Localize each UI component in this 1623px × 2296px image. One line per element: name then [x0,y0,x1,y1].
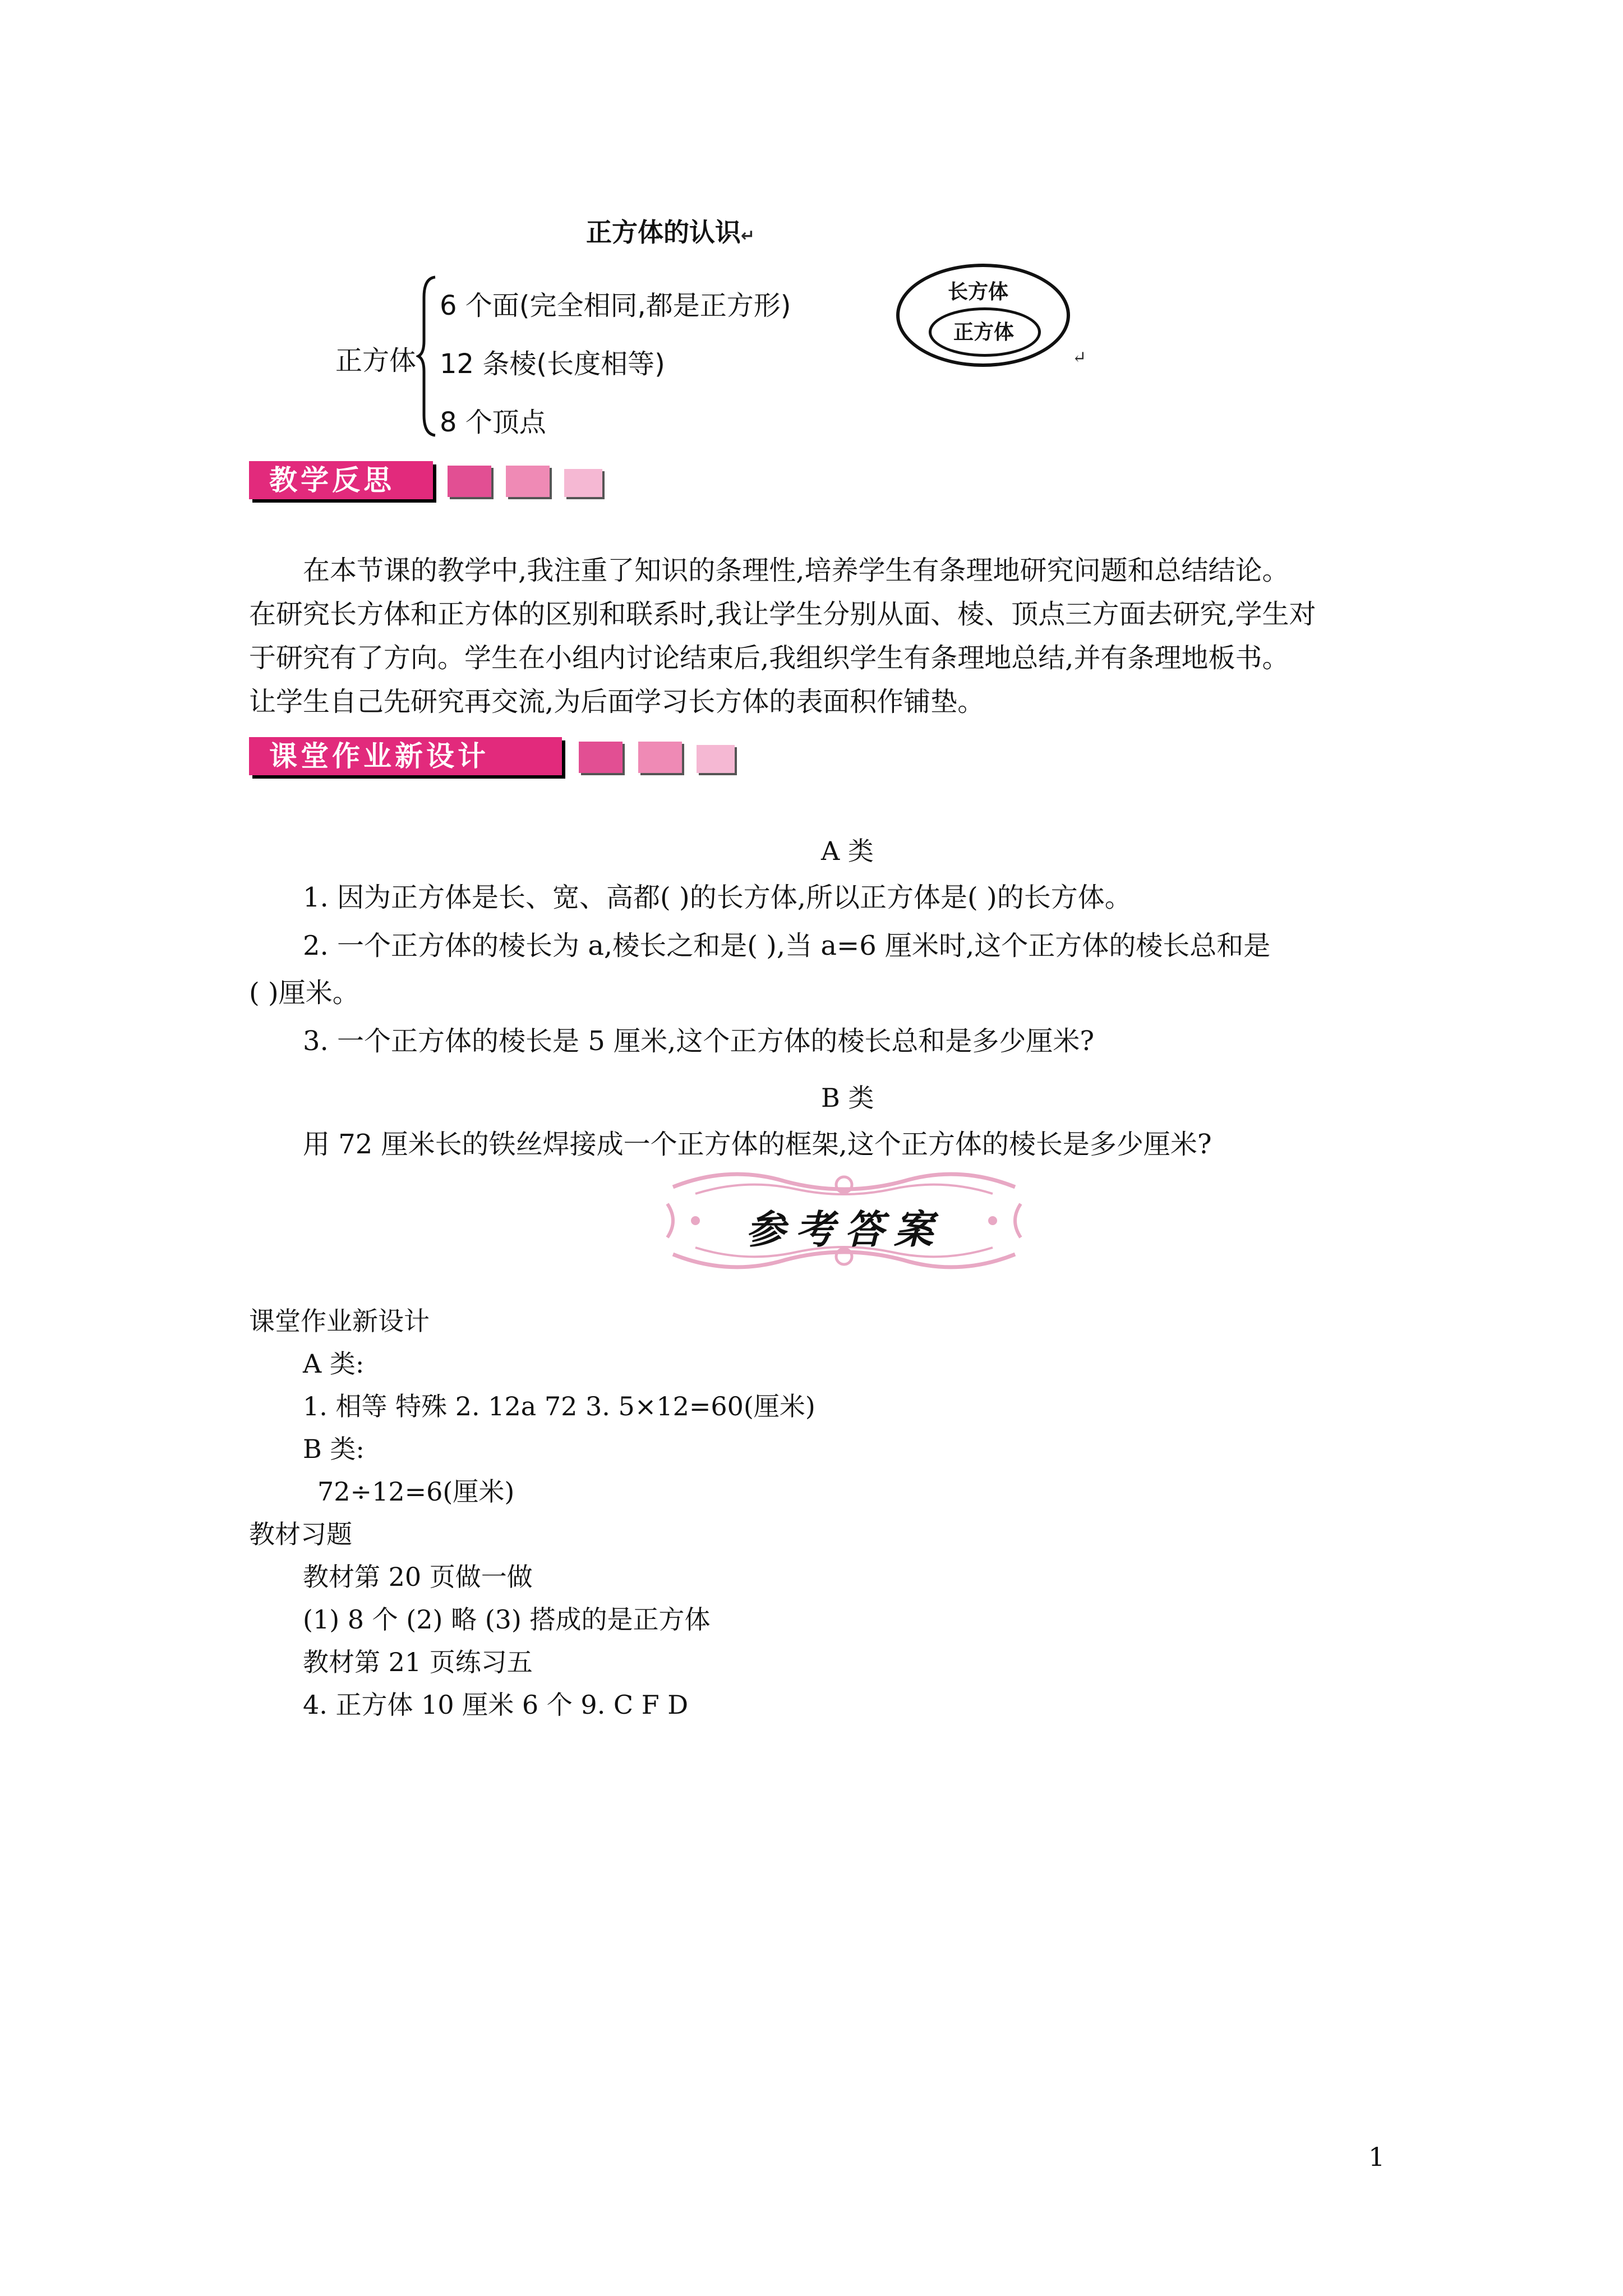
a-question-2-line-1: 2. 一个正方体的棱长为 a,棱长之和是( ),当 a=6 厘米时,这个正方体的棱长总和是 [303,930,1271,961]
b-category-title: B 类 [821,1083,874,1113]
venn-inner-label: 正方体 [953,320,1015,344]
answers-textbook-p20-title: 教材第 20 页做一做 [303,1562,533,1592]
banner-square-1 [448,466,491,497]
answers-b-line: 72÷12=6(厘米) [317,1476,515,1507]
answers-section-textbook: 教材习题 [249,1519,352,1549]
return-mark: ↵ [741,226,755,246]
diagram-root-label: 正方体 [335,345,417,376]
banner-square-2 [506,466,550,497]
brace-icon [416,275,439,438]
reflection-paragraph [249,549,1393,724]
reflection-line-4: 让学生自己先研究再交流,为后面学习长方体的表面积作铺垫。 [249,686,985,717]
reflection-line-2: 在研究长方体和正方体的区别和联系时,我让学生分别从面、棱、顶点三方面去研究,学生对 [249,599,1316,630]
a-question-1: 1. 因为正方体是长、宽、高都( )的长方体,所以正方体是( )的长方体。 [303,882,1132,913]
reflection-line-3: 于研究有了方向。学生在小组内讨论结束后,我组织学生有条理地总结,并有条理地板书。 [249,642,1289,674]
answers-textbook-p20-line: (1) 8 个 (2) 略 (3) 搭成的是正方体 [303,1604,711,1635]
diagram-item-faces: 6 个面(完全相同,都是正方形) [440,290,791,321]
diagram-title [586,212,755,249]
page-number: 1 [1368,2142,1385,2172]
answers-a-label: A 类: [303,1349,365,1379]
venn-return-mark: ↵ [1072,348,1087,367]
diagram-item-vertices: 8 个顶点 [440,407,546,438]
homework-banner: 课堂作业新设计 [249,737,562,775]
banner-square-4 [579,742,623,773]
answers-b-label: B 类: [303,1434,365,1464]
b-question-1: 用 72 厘米长的铁丝焊接成一个正方体的框架,这个正方体的棱长是多少厘米? [303,1129,1212,1160]
reflection-banner: 教学反思 [249,461,433,499]
answers-section-homework: 课堂作业新设计 [249,1306,430,1336]
a-category-title: A 类 [821,836,874,866]
answers-textbook-p21-line: 4. 正方体 10 厘米 6 个 9. C F D [303,1690,689,1720]
banner-square-6 [697,745,735,773]
answer-banner-title: 参考答案 [746,1206,943,1253]
diagram-title-text: 正方体的认识 [586,217,741,247]
diagram-item-edges: 12 条棱(长度相等) [440,348,665,380]
reflection-line-1: 在本节课的教学中,我注重了知识的条理性,培养学生有条理地研究问题和总结结论。 [303,555,1289,586]
a-question-2-line-2: ( )厘米。 [249,977,359,1009]
banner-square-3 [564,469,602,497]
a-question-3: 3. 一个正方体的棱长是 5 厘米,这个正方体的棱长总和是多少厘米? [303,1025,1095,1057]
answers-a-line: 1. 相等 特殊 2. 12a 72 3. 5×12=60(厘米) [303,1391,815,1421]
answers-textbook-p21-title: 教材第 21 页练习五 [303,1647,533,1677]
venn-outer-label: 长方体 [948,280,1009,303]
banner-square-5 [638,742,682,773]
